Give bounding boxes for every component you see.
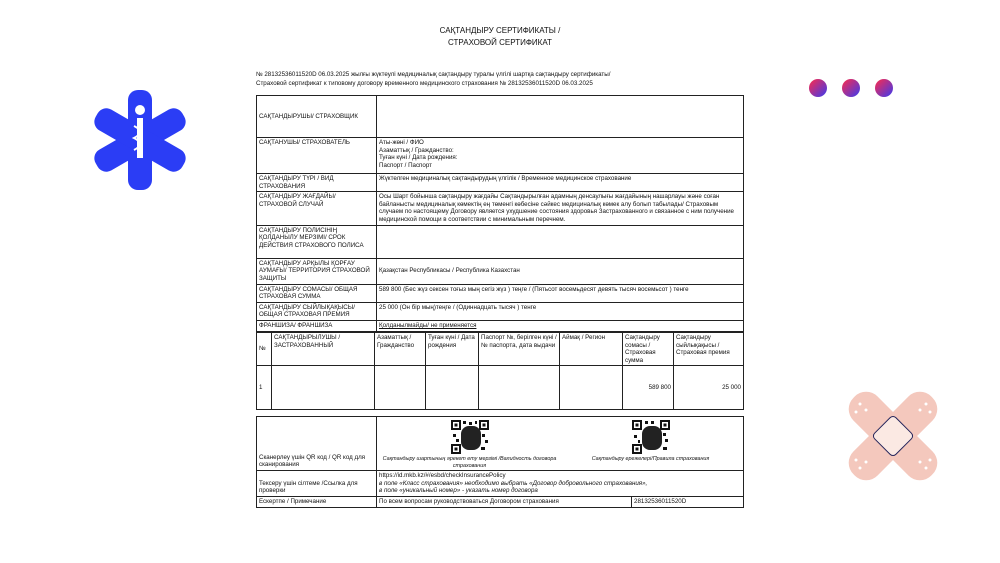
sum-insured-label: САҚТАНДЫРУ СОМАСЫ/ ОБЩАЯ СТРАХОВАЯ СУММА	[257, 284, 377, 302]
intro-line-1: № 28132536011520D 06.03.2025 жылғы жүктеулі медициналық сақтандыру туралы үлгілі шартқа сақтандыру сертификаты/	[256, 71, 611, 78]
policyholder-line: Аты-жөні / ФИО	[379, 139, 424, 146]
check-link-instruction: в поле «уникальный номер» - указать номер договора	[379, 487, 538, 495]
insured-table	[256, 332, 744, 410]
insurance-type-label: САҚТАНДЫРУ ТҮРІ / ВИД СТРАХОВАНИЯ	[257, 174, 377, 192]
check-link-cell	[377, 471, 744, 497]
row-num: 1	[257, 366, 272, 410]
premium-label: САҚТАНДЫРУ СЫЙЛЫҚАҚЫСЫ/ ОБЩАЯ СТРАХОВАЯ ПРЕМИЯ	[257, 302, 377, 320]
col-header-num: №	[257, 333, 272, 366]
policyholder-label: САҚТАНУШЫ/ СТРАХОВАТЕЛЬ	[257, 138, 377, 174]
policyholder-line: Туған күні / Дата рождения:	[379, 154, 458, 162]
title-line-2: СТРАХОВОЙ СЕРТИФИКАТ	[448, 38, 552, 47]
col-header-passport: Паспорт №, берілген күні / № паспорта, дата выдачи	[479, 333, 560, 366]
table-row	[257, 366, 744, 410]
title-line-1: САҚТАНДЫРУ СЕРТИФИКАТЫ /	[439, 26, 561, 35]
medical-star-icon	[88, 88, 192, 192]
intro-line-2: Страховой сертификат к типовому договору временного медицинского страхования № 28132536011520D 06.03.2025	[256, 80, 593, 87]
main-table	[256, 95, 744, 332]
qr2-caption: Сақтандыру ережелері/Правила страхования	[591, 456, 710, 462]
policyholder-line: Азаматтық / Гражданство:	[379, 146, 454, 154]
insurance-type-value: Жүктелген медициналық сақтандырудың үлгілік / Временное медицинское страхование	[377, 174, 744, 192]
col-header-citizenship: Азаматтық / Гражданство	[375, 333, 426, 366]
premium-value: 25 000 (Он бір мың)теңге / (Одиннадцать тысяч ) тенге	[377, 302, 744, 320]
policyholder-value	[377, 138, 744, 174]
note-number: 28132536011520D	[632, 497, 744, 508]
qr-code-icon[interactable]	[451, 420, 489, 454]
row-region	[560, 366, 623, 410]
intro-text	[256, 70, 744, 88]
row-premium: 25 000	[674, 366, 744, 410]
insured-event-label: САҚТАНДЫРУ ЖАҒДАЙЫ/ СТРАХОВОЙ СЛУЧАЙ	[257, 192, 377, 225]
check-link-instruction: в поле «Класс страхования» необходимо выбрать «Договор добровольного страхования»,	[379, 479, 648, 487]
qr1-caption: Сақтандыру шартының әрекет ету мерзімі /Валидность договора страхования	[382, 456, 557, 469]
policyholder-line: Паспорт / Паспорт	[379, 161, 432, 169]
insured-event-value: Осы Шарт бойынша сақтандыру жағдайы Сақтандырылған адамның денсаулығы жағдайының нашарлауы және соған байланысты медициналық көмектің ең төменгі көбесіне сәйкес медициналық көмек алу болып табылады/ Страховым случаем по настоящему Договору является ухудшение состояния здоровья Застрахованного и связанное с ним получение медицинской помощи в соответствии с минимальным перечнем.	[377, 192, 744, 225]
qr-code-icon[interactable]	[632, 420, 670, 454]
policy-term-label: САҚТАНДЫРУ ПОЛИСІНІҢ ҚОЛДАНЫЛУ МЕРЗІМІ/ СРОК ДЕЙСТВИЯ СТРАХОВОГО ПОЛИСА	[257, 225, 377, 258]
col-header-birth: Туған күні / Дата рождения	[426, 333, 479, 366]
check-link-label: Тексеру үшін сілтеме /Ссылка для проверки	[257, 471, 377, 497]
row-sum: 589 800	[623, 366, 674, 410]
bandage-icon	[838, 386, 948, 486]
col-header-premium: Сақтандыру сыйлықақысы / Страховая премия	[674, 333, 744, 366]
franchise-value: Қолданылмайды/ не применяется	[377, 320, 744, 331]
col-header-sum: Сақтандыру сомасы / Страховая сумма	[623, 333, 674, 366]
note-label: Ескертпе / Примечание	[257, 497, 377, 508]
policy-term-value	[377, 225, 744, 258]
insurer-label: САҚТАНДЫРУШЫ/ СТРАХОВЩИК	[257, 96, 377, 138]
qr-cell	[377, 417, 744, 471]
row-citizenship	[375, 366, 426, 410]
territory-value: Қазақстан Республикасы / Республика Казахстан	[377, 258, 744, 284]
row-passport	[479, 366, 560, 410]
col-header-insured: САҚТАНДЫРЫЛУШЫ / ЗАСТРАХОВАННЫЙ	[272, 333, 375, 366]
col-header-region: Аймақ / Регион	[560, 333, 623, 366]
insurer-value	[377, 96, 744, 138]
row-birth	[426, 366, 479, 410]
row-name	[272, 366, 375, 410]
note-value: По всем вопросам руководствоваться Договором страхования	[377, 497, 632, 508]
check-link-url[interactable]: https://id.mkb.kz/#/esbd/checkInsurancePolicy	[379, 472, 506, 479]
sum-insured-value: 589 800 (Бес жүз сексен тоғыз мың сегіз жүз ) теңге / (Пятьсот восемьдесят девять тысяч восемьсот ) тенге	[377, 284, 744, 302]
decorative-dots-icon	[808, 78, 898, 98]
territory-label: САҚТАНДЫРУ АРҚЫЛЫ ҚОРҒАУ АУМАҒЫ/ ТЕРРИТОРИЯ СТРАХОВОЙ ЗАЩИТЫ	[257, 258, 377, 284]
franchise-label: ФРАНШИЗА/ ФРАНШИЗА	[257, 320, 377, 331]
page-title	[256, 25, 744, 49]
qr-label: Сканерлеу үшін QR код / QR код для сканирования	[257, 417, 377, 471]
footer-table	[256, 416, 744, 508]
